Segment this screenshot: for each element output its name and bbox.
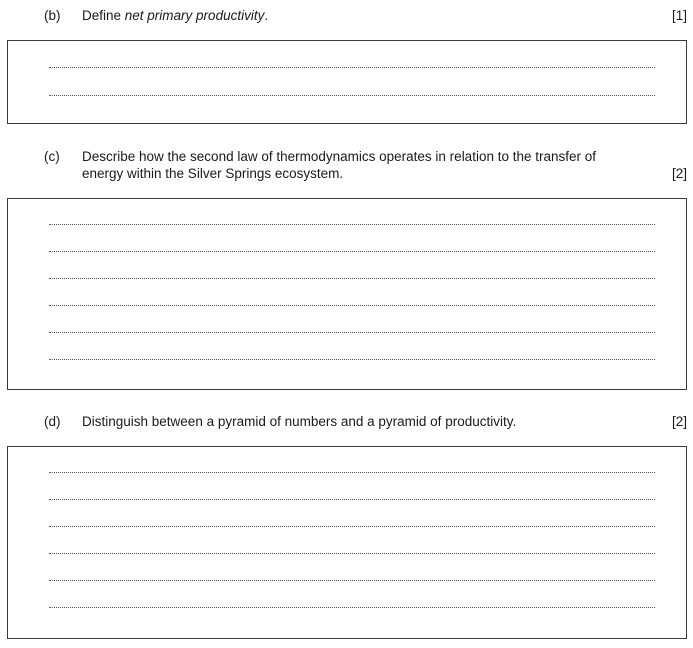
question-c-text-line2: energy within the Silver Springs ecosystem. xyxy=(82,166,344,181)
answer-line xyxy=(49,95,655,96)
question-b-term: net primary productivity xyxy=(124,8,265,23)
question-b-marks: [1] xyxy=(671,8,687,23)
answer-line xyxy=(49,553,655,554)
question-b-label: (b) xyxy=(44,8,61,23)
answer-box-b[interactable] xyxy=(7,40,687,124)
question-b-text-suffix: . xyxy=(264,8,269,23)
answer-box-d[interactable] xyxy=(7,446,687,639)
question-b-text xyxy=(82,7,652,24)
answer-line xyxy=(49,224,655,225)
answer-line xyxy=(49,67,655,68)
answer-line xyxy=(49,278,655,279)
answer-line xyxy=(49,499,655,500)
answer-line xyxy=(49,332,655,333)
answer-line xyxy=(49,305,655,306)
answer-line xyxy=(49,607,655,608)
question-b-text-prefix: Define xyxy=(82,8,125,23)
question-c-text-line1: Describe how the second law of thermodynamics operates in relation to the transfer of xyxy=(82,149,597,164)
question-d-text: Distinguish between a pyramid of numbers and a pyramid of productivity. xyxy=(82,414,517,429)
answer-line xyxy=(49,359,655,360)
question-c-label: (c) xyxy=(44,149,60,164)
question-c-marks: [2] xyxy=(671,166,687,181)
answer-box-c[interactable] xyxy=(7,198,687,390)
question-d-label: (d) xyxy=(44,414,61,429)
answer-line xyxy=(49,580,655,581)
question-d-marks: [2] xyxy=(671,414,687,429)
answer-line xyxy=(49,251,655,252)
answer-line xyxy=(49,526,655,527)
answer-line xyxy=(49,472,655,473)
